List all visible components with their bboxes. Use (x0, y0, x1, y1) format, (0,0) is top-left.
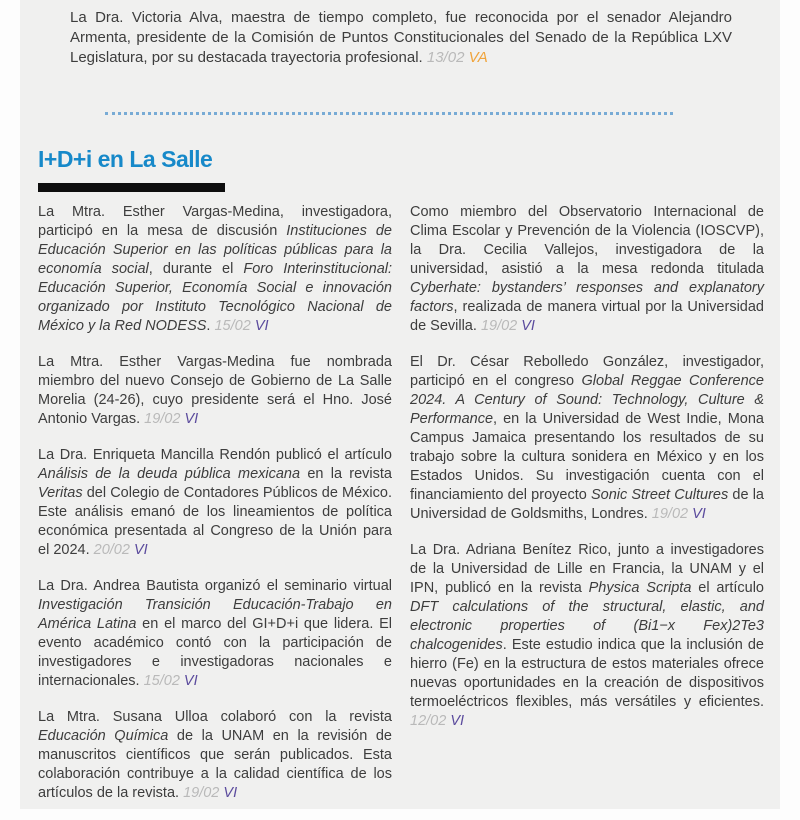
date-stamp: 15/02 (143, 673, 180, 689)
date-stamp: 12/02 (410, 713, 447, 729)
intro-paragraph (70, 8, 732, 68)
text-segment: El Dr. César Rebolledo González, investigador, participó en el congreso (410, 354, 764, 389)
date-stamp: 19/02 (480, 318, 518, 334)
italic-title-segment: Foro Interinstitucional: Educación Superior, Economía Social e innovación organizado por Instituto Tecnológico Nacional de México y la Red NODESS (38, 261, 393, 334)
date-stamp: 20/02 (93, 542, 130, 558)
dotted-divider (105, 112, 673, 115)
date-stamp: 19/02 (183, 785, 220, 801)
text-segment: , realizada de manera virtual por la Universidad de Sevilla. (410, 299, 764, 334)
author-initials: VI (450, 713, 465, 729)
text-segment: Como miembro del Observatorio Internacional de Clima Escolar y Prevención de la Violencia (IOSCVP), la Dra. Cecilia Vallejos, investigadora de la universidad, asistió a la mesa redonda titulada (410, 204, 764, 277)
right-column (410, 203, 764, 820)
italic-title-segment: Educación Química (38, 728, 169, 744)
italic-title-segment: Sonic Street Cultures (590, 487, 729, 503)
text-segment: en el marco del GI+D+i que lidera. El evento académico contó con la participación de investigadores e investigadoras nacionales e internacionales. (38, 616, 392, 689)
news-item (38, 708, 392, 803)
news-columns (38, 203, 764, 820)
news-item (38, 353, 392, 429)
text-segment: La Dra. Adriana Benítez Rico, junto a investigadores de la Universidad de Lille en Francia, la UNAM y el IPN, publicó en la revista (410, 542, 764, 596)
italic-title-segment: Investigación Transición Educación-Trabajo en América Latina (38, 597, 392, 632)
text-segment: La Mtra. Esther Vargas-Medina, investigadora, participó en la mesa de discusión (38, 204, 392, 239)
date-stamp: 19/02 (651, 506, 689, 522)
italic-title-segment: Análisis de la deuda pública mexicana (38, 466, 301, 482)
text-segment: de la UNAM en la revisión de manuscritos científicos que serán publicados. Esta colaboración contribuye a la calidad científica de los artículos de la revista. (38, 728, 392, 801)
italic-title-segment: Physica Scripta (588, 580, 692, 596)
text-segment: . (206, 318, 215, 334)
author-initials: VI (223, 785, 238, 801)
author-initials: VA (468, 49, 488, 66)
left-column (38, 203, 392, 820)
text-segment: La Dra. Enriqueta Mancilla Rendón publicó el artículo (38, 447, 392, 463)
news-item (410, 203, 764, 336)
news-item (38, 446, 392, 560)
date-stamp: 13/02 (426, 49, 465, 66)
text-segment: , durante el (148, 261, 244, 277)
author-initials: VI (521, 318, 535, 334)
newsletter-page (20, 0, 780, 809)
text-segment: La Dra. Victoria Alva, maestra de tiempo completo, fue reconocida por el senador Alejandro Armenta, presidente de la Comisión de Puntos Constitucionales del Senado de la República LXV Legislatura, por su destacada trayectoria profesional. (70, 9, 732, 66)
text-segment: La Mtra. Susana Ulloa colaboró con la revista (38, 709, 392, 725)
date-stamp: 15/02 (214, 318, 251, 334)
news-item (410, 541, 764, 731)
text-segment: de la Universidad de Goldsmiths, Londres. (410, 487, 764, 522)
italic-title-segment: Instituciones de Educación Superior en las políticas públicas para la economía social (38, 223, 392, 277)
text-segment: La Dra. Andrea Bautista organizó el seminario virtual (38, 578, 392, 594)
news-item (410, 353, 764, 524)
italic-title-segment: Cyberhate: bystanders’ responses and explanatory factors (410, 280, 764, 315)
text-segment: el artículo (691, 580, 764, 596)
italic-title-segment: Global Reggae Conference 2024. A Century of Sound: Technology, Culture & Performance (410, 373, 764, 427)
author-initials: VI (184, 411, 199, 427)
text-segment: . Este estudio indica que la inclusión de hierro (Fe) en la estructura de estos materiales ofrece nuevas oportunidades en la creación de dispositivos termoeléctricos flexibles, más versátiles y eficientes. (410, 637, 764, 710)
italic-title-segment: Veritas (38, 485, 83, 501)
text-segment: del Colegio de Contadores Públicos de México. Este análisis emanó de los lineamientos de política económica presentada al Congreso de la Unión para el 2024. (38, 485, 392, 558)
text-segment: , en la Universidad de West Indie, Mona Campus Jamaica presentando los resultados de su trabajo sobre la cultura sonidera en México y en los Estados Unidos. Su investigación cuenta con el financiamiento del proyecto (410, 411, 764, 503)
news-item (38, 577, 392, 691)
text-segment: La Mtra. Esther Vargas-Medina fue nombrada miembro del nuevo Consejo de Gobierno de La Salle Morelia (24-26), cuyo presidente será el Hno. José Antonio Vargas. (38, 354, 392, 427)
heading-underline-bar (38, 183, 225, 192)
italic-title-segment: DFT calculations of the structural, elastic, and electronic properties of (Bi1−x Fex)2Te3 chalcogenides (410, 599, 764, 653)
news-item (38, 203, 392, 336)
date-stamp: 19/02 (144, 411, 181, 427)
author-initials: VI (692, 506, 706, 522)
text-segment: en la revista (300, 466, 392, 482)
author-initials: VI (254, 318, 269, 334)
author-initials: VI (183, 673, 198, 689)
section-title: I+D+i en La Salle (38, 146, 213, 172)
author-initials: VI (133, 542, 148, 558)
